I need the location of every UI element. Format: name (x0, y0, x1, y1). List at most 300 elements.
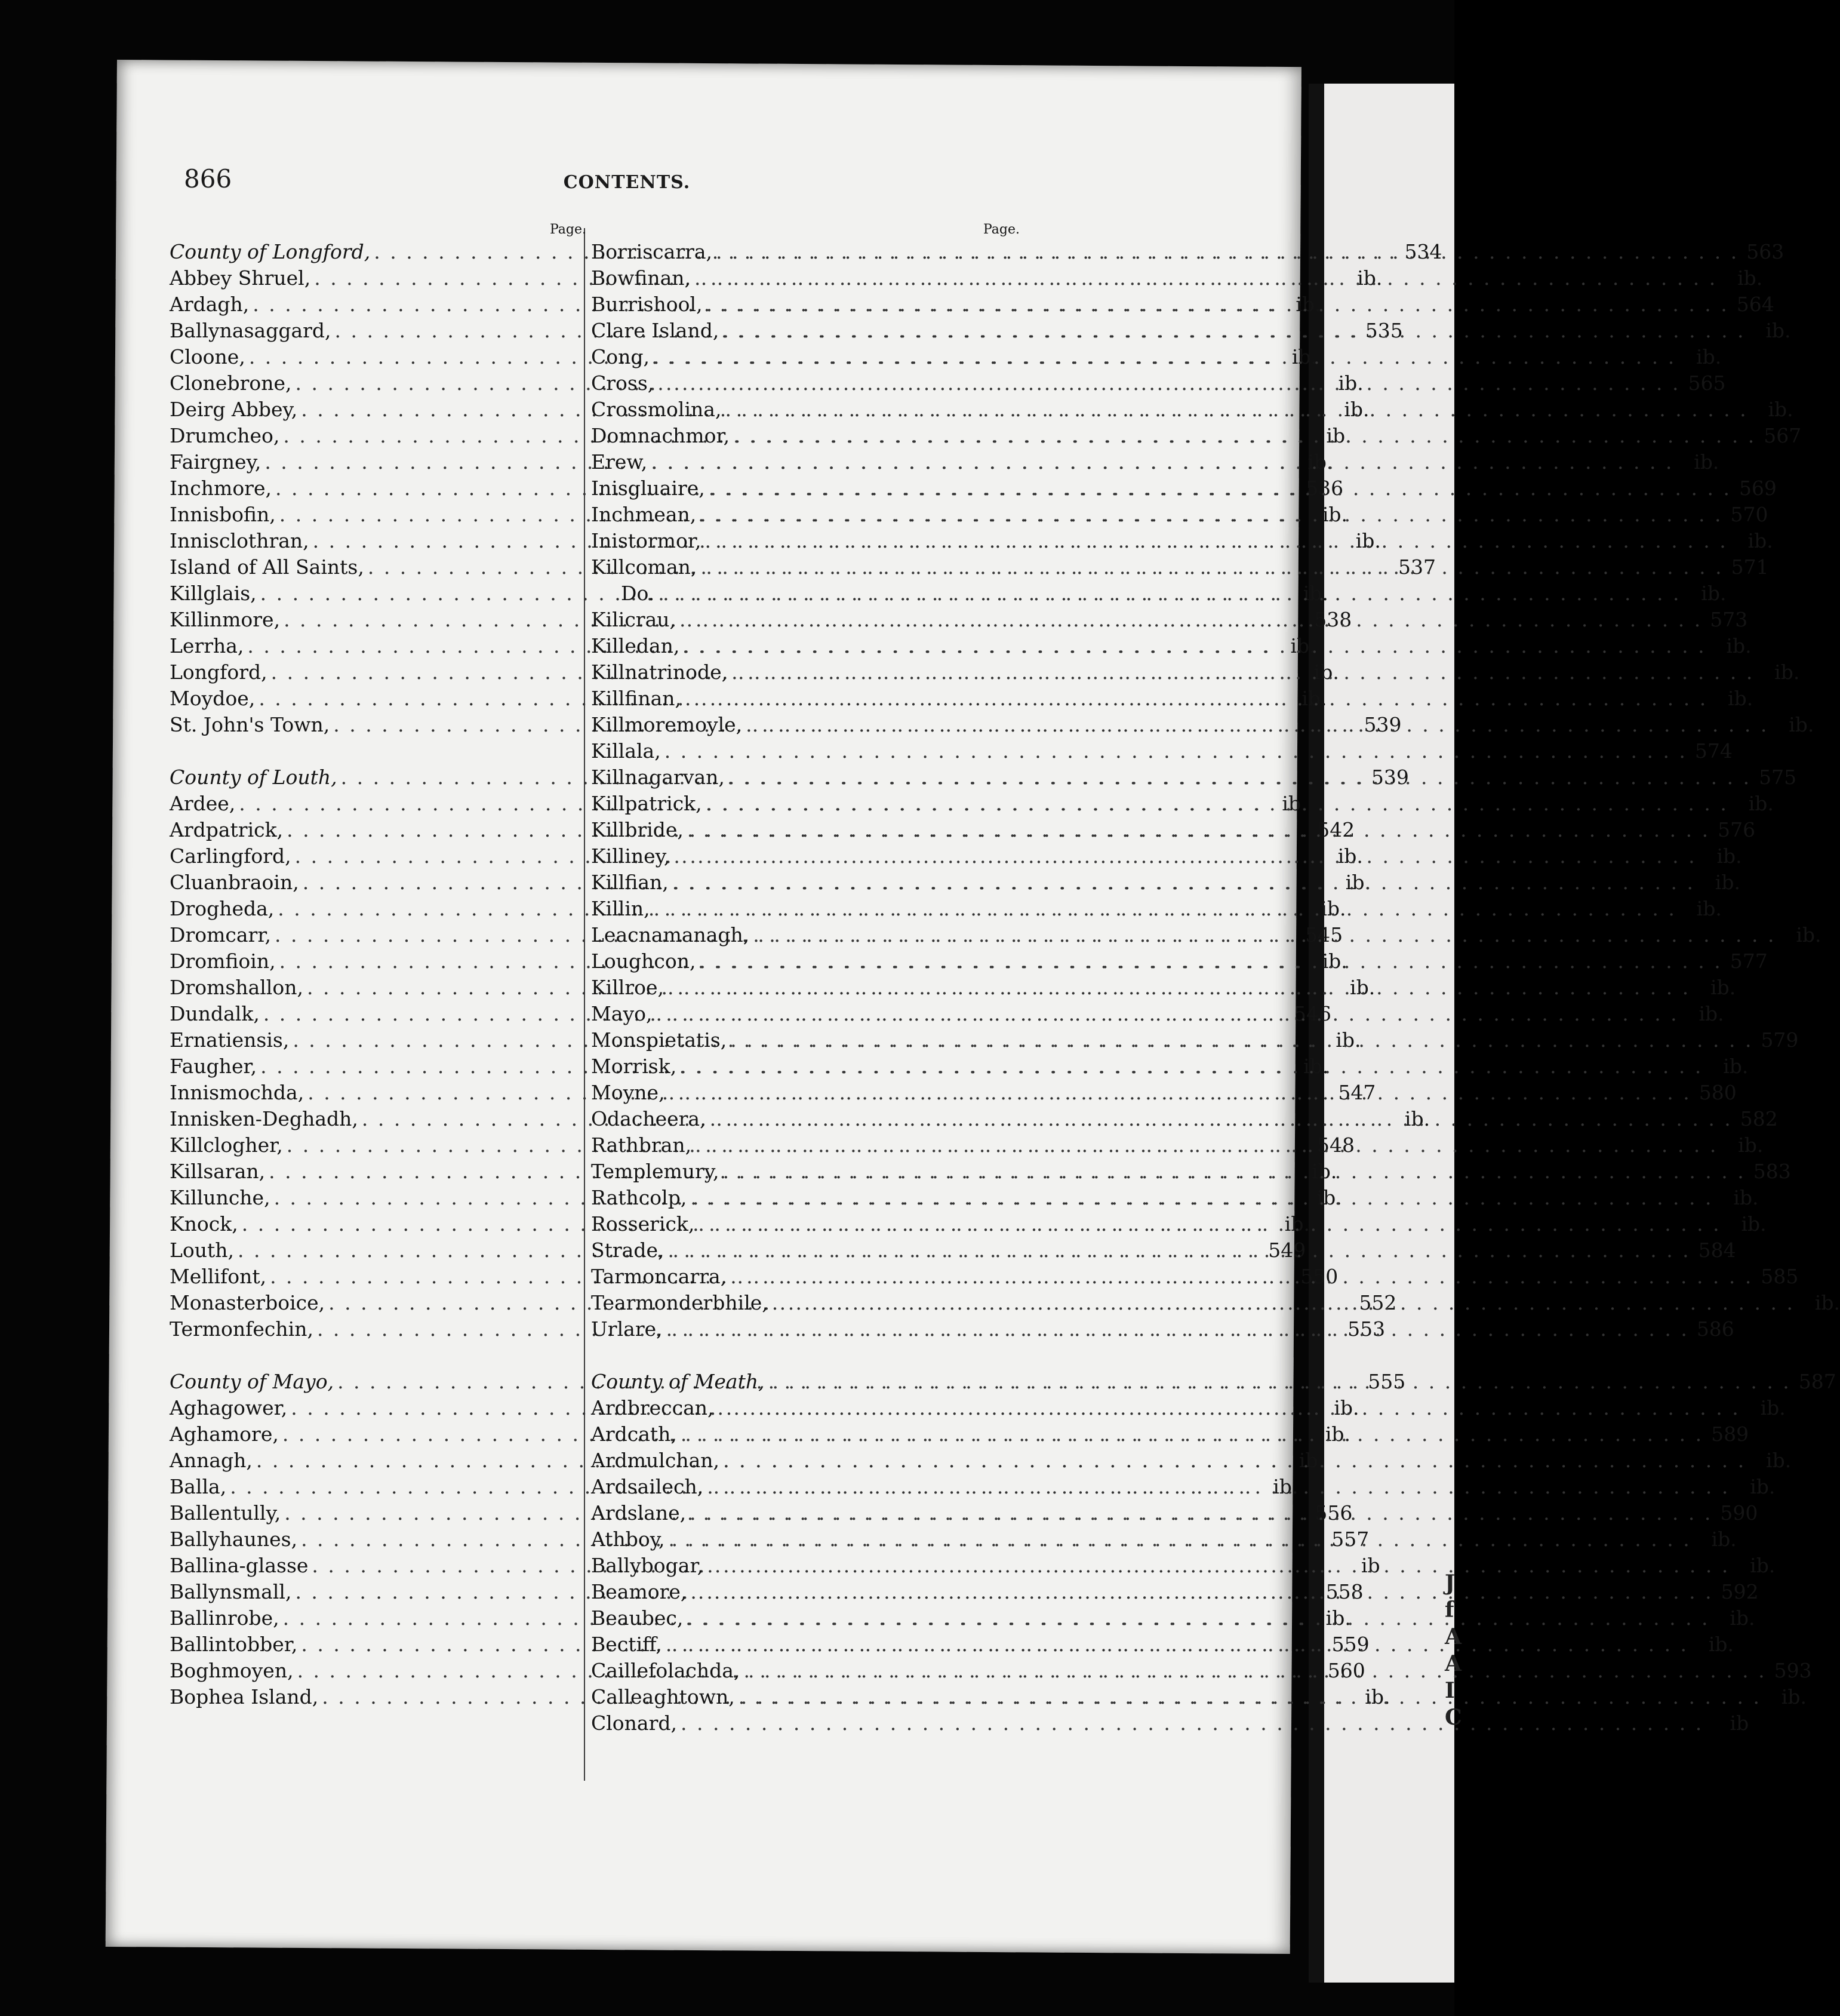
place-name: Clonebrone, (170, 371, 292, 395)
facing-page-text-fragment: I (1445, 1678, 1455, 1703)
place-name: Longford, (170, 660, 267, 684)
dot-leader (700, 948, 1722, 975)
place-name: Fairgney, (170, 450, 261, 474)
page-reference: ib. (1322, 949, 1347, 973)
page-reference: ib. (1715, 871, 1740, 894)
place-name: Killiney, (591, 844, 670, 868)
place-name: Cloone, (170, 345, 245, 368)
page-reference: 546 (1294, 1002, 1332, 1025)
page-reference: ib. (1299, 1449, 1325, 1472)
page-reference: 553 (1347, 1317, 1386, 1341)
place-name: Boghmoyen, (170, 1659, 294, 1682)
dot-leader (681, 1421, 1703, 1448)
dot-leader (728, 764, 1751, 791)
page-reference: ib. (1337, 844, 1363, 868)
page-reference: 569 (1739, 477, 1777, 500)
page-reference: ib. (1301, 687, 1327, 710)
contents-entry-row (591, 580, 1727, 607)
page-reference: 536 (1306, 477, 1344, 500)
dot-leader (681, 1710, 1703, 1737)
page-reference: ib. (1345, 871, 1371, 894)
dot-leader (753, 922, 1776, 948)
page-reference: 549 (1268, 1239, 1306, 1262)
place-name: Beaubec, (591, 1606, 684, 1630)
page-reference: ib. (1307, 450, 1333, 474)
contents-entry-row (591, 659, 1800, 686)
page-reference: ib. (1284, 1212, 1310, 1236)
place-name: Borriscarra, (591, 240, 713, 263)
dot-leader (698, 1211, 1721, 1237)
county-heading: County of Meath, (591, 1370, 765, 1393)
page-reference: ib. (1336, 1028, 1361, 1052)
place-name: Killnatrinode, (591, 660, 728, 684)
place-name: Killroe, (591, 976, 664, 999)
dot-leader (666, 1316, 1689, 1342)
dot-leader (723, 1158, 1746, 1185)
place-name: Inistormor, (591, 529, 701, 552)
dot-leader (722, 318, 1745, 344)
dot-leader (651, 449, 1673, 475)
page-reference: 538 (1314, 608, 1352, 631)
contents-entry-row (591, 1395, 1786, 1421)
page-reference: ib. (1750, 1554, 1776, 1577)
page-reference: ib. (1711, 1528, 1737, 1551)
dot-leader (673, 843, 1696, 869)
page-reference: ib. (1723, 1055, 1749, 1078)
contents-entry-row (591, 1605, 1755, 1631)
place-name: Rathbran, (591, 1133, 692, 1157)
place-name: Killinmore, (170, 608, 281, 631)
page-reference: ib. (1748, 792, 1774, 815)
page-reference: 539 (1364, 713, 1402, 736)
page-reference: 590 (1720, 1501, 1758, 1525)
page-reference: ib. (1716, 844, 1742, 868)
place-name: Ballintobber, (170, 1633, 298, 1656)
facing-page-text-fragment: J (1445, 1571, 1456, 1596)
place-name: Templemury, (591, 1160, 719, 1183)
place-name: Dromshallon, (170, 976, 303, 999)
page-reference: 584 (1698, 1239, 1736, 1262)
page-reference: ib. (1322, 503, 1347, 526)
place-name: Ernatiensis, (170, 1028, 290, 1052)
dot-leader (672, 869, 1695, 896)
place-name: Ardpatrick, (170, 818, 284, 841)
page-reference: 575 (1759, 766, 1797, 789)
page-reference: 558 (1325, 1580, 1364, 1603)
page-reference: ib. (1282, 792, 1307, 815)
page-reference: ib. (1781, 1685, 1807, 1708)
page-reference: 548 (1316, 1133, 1355, 1157)
page-reference: ib. (1733, 1186, 1759, 1209)
page-reference: 589 (1711, 1422, 1749, 1446)
place-name: Bowfinan, (591, 266, 691, 290)
place-name: Bophea Island, (170, 1685, 319, 1708)
place-name: Ballybogar, (591, 1554, 704, 1577)
dot-leader (680, 1053, 1703, 1080)
place-name: Killglais, (170, 582, 257, 605)
page-reference: ib. (1694, 450, 1719, 474)
page-reference: 580 (1699, 1081, 1737, 1104)
page-reference: ib. (1696, 897, 1722, 920)
contents-entry-row (591, 449, 1719, 475)
place-name: Burrishool, (591, 293, 703, 316)
place-name: Mellifont, (170, 1265, 267, 1288)
page-reference: ib. (1774, 660, 1800, 684)
page-reference: 557 (1331, 1528, 1370, 1551)
page-reference: ib. (1747, 529, 1773, 552)
place-name: Killfinan, (591, 687, 681, 710)
place-name: Morrisk, (591, 1055, 677, 1078)
contents-entry-row (591, 1474, 1776, 1500)
place-name: Do. (621, 582, 655, 605)
page-reference: ib. (1334, 1396, 1359, 1419)
page-reference: ib. (1768, 398, 1793, 421)
place-name: Faugher, (170, 1055, 257, 1078)
page-reference: 579 (1761, 1028, 1799, 1052)
contents-entry-row (591, 528, 1773, 554)
dot-leader (690, 1185, 1713, 1211)
dot-leader (700, 554, 1723, 580)
place-name: Inchmore, (170, 477, 272, 500)
dot-leader (656, 1001, 1678, 1027)
page-reference: ib. (1338, 371, 1364, 395)
page-reference: 574 (1694, 739, 1733, 763)
page-reference: 585 (1761, 1265, 1799, 1288)
place-name: Ardmulchan, (591, 1449, 719, 1472)
place-name: Ardagh, (170, 293, 250, 316)
place-name: Erew, (591, 450, 648, 474)
page-reference: 534 (1404, 240, 1442, 263)
place-name: Bectiff, (591, 1633, 662, 1656)
place-name: Balla, (170, 1475, 227, 1498)
page-reference: ib. (1696, 345, 1722, 368)
place-name: Strade, (591, 1239, 664, 1262)
page-reference: ib. (1326, 424, 1352, 447)
place-name: Ardcath, (591, 1422, 677, 1446)
section-gap (170, 738, 587, 764)
place-name: Cluanbraoin, (170, 871, 299, 894)
place-name: Urlare, (591, 1317, 663, 1341)
dot-leader (667, 975, 1690, 1001)
page-reference: ib. (1796, 923, 1821, 946)
dot-leader (709, 475, 1731, 502)
page-reference: ib. (1290, 634, 1316, 657)
place-name: Killbride, (591, 818, 684, 841)
contents-entry-row (591, 843, 1742, 869)
dot-leader (687, 1605, 1709, 1631)
place-name: Moyne, (591, 1081, 665, 1104)
page-reference: ib. (1350, 976, 1376, 999)
page-reference: ib. (1737, 266, 1763, 290)
dot-leader (683, 633, 1706, 659)
place-name: Rathcolp, (591, 1186, 687, 1209)
dot-leader (730, 1027, 1753, 1053)
place-name: Calleaghtown, (591, 1685, 735, 1708)
county-heading: County of Mayo, (170, 1370, 334, 1393)
place-name: Ardbreccan, (591, 1396, 714, 1419)
dot-leader (707, 1553, 1730, 1579)
page-reference: ib. (1344, 398, 1370, 421)
contents-entry-row (591, 975, 1736, 1001)
place-name: Mayo, (591, 1002, 653, 1025)
dot-leader (664, 738, 1687, 764)
contents-entry-row (591, 1448, 1792, 1474)
page-reference: 550 (1300, 1265, 1339, 1288)
page-reference: 542 (1317, 818, 1355, 841)
place-name: Monasterboice, (170, 1291, 325, 1314)
place-name: Domnachmor, (591, 424, 730, 447)
page-reference: ib (1361, 1554, 1380, 1577)
page-reference: ib. (1313, 660, 1339, 684)
place-name: Kilicrau, (591, 608, 676, 631)
place-name: Innisbofin, (170, 503, 276, 526)
contents-entry-row (591, 1185, 1759, 1211)
page-reference: 593 (1774, 1659, 1812, 1682)
place-name: Caillefolachda, (591, 1659, 740, 1682)
place-name: Knock, (170, 1212, 238, 1236)
dot-leader (654, 896, 1676, 922)
dot-leader (695, 1132, 1718, 1158)
page-reference: 576 (1718, 818, 1756, 841)
dot-leader (730, 1264, 1753, 1290)
place-name: Killfian, (591, 871, 669, 894)
place-name: Killedan, (591, 634, 680, 657)
place-name: Dundalk, (170, 1002, 260, 1025)
page-reference: 565 (1688, 371, 1726, 395)
page-reference: 587 (1798, 1370, 1836, 1393)
page-reference: ib. (1325, 1606, 1351, 1630)
place-name: Innismochda, (170, 1081, 304, 1104)
place-name: Aghagower, (170, 1396, 288, 1419)
dot-leader (706, 291, 1729, 318)
place-name: Rosserick, (591, 1212, 695, 1236)
place-name: Clare Island, (591, 319, 719, 342)
county-heading: County of Longford, (170, 240, 371, 263)
place-name: Moydoe, (170, 687, 256, 710)
page-column-label: Page. (983, 222, 1020, 237)
place-name: Beamore, (591, 1580, 687, 1603)
place-name: Odacheera, (591, 1107, 706, 1130)
dot-leader (723, 1448, 1746, 1474)
page-reference: 577 (1730, 949, 1768, 973)
page-reference: ib. (1291, 345, 1318, 368)
page-reference: 545 (1305, 923, 1343, 946)
dot-leader (653, 344, 1676, 370)
place-name: Athboy, (591, 1528, 665, 1551)
place-name: Ballynsmall, (170, 1580, 292, 1603)
facing-page-text-fragment: A (1445, 1624, 1461, 1649)
dot-leader (667, 1237, 1690, 1264)
page-reference: 567 (1764, 424, 1802, 447)
page-reference: 555 (1368, 1370, 1406, 1393)
page-reference: 563 (1746, 240, 1784, 263)
page-reference: 592 (1721, 1580, 1759, 1603)
place-name: Dromcarr, (170, 923, 271, 946)
place-name: Inchmean, (591, 503, 697, 526)
dot-leader (669, 1526, 1691, 1553)
page-reference: 586 (1696, 1317, 1734, 1341)
page-reference: ib. (1741, 1212, 1767, 1236)
place-name: Ardee, (170, 792, 236, 815)
place-name: Killin, (591, 897, 650, 920)
page-reference: 571 (1731, 555, 1769, 579)
contents-entry-row (591, 869, 1740, 896)
contents-entry-row (591, 738, 1733, 764)
page-reference: 535 (1365, 319, 1403, 342)
place-name: Drogheda, (170, 897, 275, 920)
facing-page-text-fragment: f (1445, 1597, 1454, 1622)
place-name: Cross, (591, 371, 654, 395)
page-reference: ib. (1303, 582, 1328, 605)
contents-entry-row (591, 397, 1793, 423)
county-heading: County of Louth, (170, 766, 337, 789)
place-name: Abbey Shruel, (170, 266, 311, 290)
dot-leader (690, 1500, 1712, 1526)
place-name: Killunche, (170, 1186, 270, 1209)
place-name: Clonard, (591, 1711, 677, 1735)
place-name: Ballina-glasse (170, 1554, 309, 1577)
dot-leader (700, 502, 1722, 528)
page-reference: 570 (1730, 503, 1768, 526)
place-name: Carlingford, (170, 844, 291, 868)
dot-leader (746, 712, 1768, 738)
page-reference: ib. (1765, 319, 1791, 342)
place-name: Lerrha, (170, 634, 244, 657)
contents-entry-row (591, 686, 1753, 712)
page-reference: 573 (1710, 608, 1748, 631)
dot-leader (706, 791, 1728, 817)
place-name: Aghamore, (170, 1422, 279, 1446)
page-reference: ib. (1760, 1396, 1786, 1419)
place-name: Leacnamanagh, (591, 923, 750, 946)
contents-entry-row (591, 1684, 1807, 1710)
dot-leader (658, 580, 1681, 607)
dot-leader (710, 1106, 1733, 1132)
dot-leader (716, 239, 1739, 265)
page-reference: ib. (1312, 1160, 1337, 1183)
facing-page-text-fragment: A (1445, 1651, 1461, 1676)
running-head: CONTENTS. (563, 172, 691, 193)
dot-leader (718, 1395, 1740, 1421)
contents-entry-row (591, 1053, 1749, 1080)
place-name: Monspietatis, (591, 1028, 727, 1052)
dot-leader (772, 1290, 1795, 1316)
page-reference: ib. (1728, 687, 1753, 710)
dot-leader (694, 265, 1717, 291)
place-name: Annagh, (170, 1449, 253, 1472)
place-name: Loughcon, (591, 949, 696, 973)
place-name: Killcoman, (591, 555, 697, 579)
place-name: Killsaran, (170, 1160, 266, 1183)
dot-leader (743, 1658, 1766, 1684)
place-name: Drumcheo, (170, 424, 280, 447)
contents-entry-row (591, 1211, 1767, 1237)
dot-leader (725, 397, 1747, 423)
contents-entry-row (591, 1710, 1749, 1737)
place-name: Island of All Saints, (170, 555, 364, 579)
dot-leader (679, 607, 1702, 633)
contents-entry-row (591, 633, 1752, 659)
place-name: Ardsailech, (591, 1475, 704, 1498)
facing-page-text-fragment: C (1445, 1705, 1462, 1730)
page-reference: 537 (1398, 555, 1436, 579)
place-name: Inisgluaire, (591, 477, 705, 500)
place-name: Deirg Abbey, (170, 398, 298, 421)
section-gap (591, 1342, 1021, 1369)
dot-leader (687, 817, 1710, 843)
page-number: 866 (184, 164, 232, 193)
page-reference: ib. (1296, 293, 1321, 316)
place-name: Innisclothran, (170, 529, 309, 552)
dot-leader (739, 1684, 1761, 1710)
page-reference: ib. (1404, 1107, 1430, 1130)
dot-leader (733, 423, 1756, 449)
place-name: Dromfioin, (170, 949, 276, 973)
place-name: Killala, (591, 739, 661, 763)
page-reference: ib. (1357, 266, 1383, 290)
page-reference: 552 (1359, 1291, 1397, 1314)
page-reference: 560 (1327, 1659, 1365, 1682)
page-reference: ib. (1303, 1055, 1329, 1078)
dot-leader (669, 1080, 1691, 1106)
page-column-label: Page. (549, 222, 586, 237)
page-reference: ib. (1273, 1475, 1299, 1498)
contents-entry-row (591, 896, 1722, 922)
page-reference: ib. (1708, 1633, 1734, 1656)
page-reference: ib. (1738, 1133, 1764, 1157)
page-reference: ib. (1355, 529, 1381, 552)
dot-leader (685, 686, 1707, 712)
page-reference: ib. (1766, 1449, 1792, 1472)
place-name: Killnagarvan, (591, 766, 725, 789)
place-name: Tearmonderbhile, (591, 1291, 768, 1314)
page-reference: ib. (1699, 1002, 1724, 1025)
place-name: Crossmolina, (591, 398, 722, 421)
dot-leader (704, 528, 1727, 554)
place-name: Ballentully, (170, 1501, 281, 1525)
contents-entry-row (591, 265, 1763, 291)
page-reference: ib. (1814, 1291, 1840, 1314)
dot-leader (707, 1474, 1730, 1500)
page-reference: ib. (1365, 1685, 1390, 1708)
page-reference: 583 (1753, 1160, 1791, 1183)
place-name: Ballynasaggard, (170, 319, 331, 342)
page-reference: 556 (1315, 1501, 1353, 1525)
dot-leader (690, 1579, 1713, 1605)
page-reference: ib. (1710, 976, 1736, 999)
page-reference: ib. (1726, 634, 1752, 657)
place-name: Termonfechin, (170, 1317, 313, 1341)
contents-entry-row (591, 1553, 1776, 1579)
place-name: Tarmoncarra, (591, 1265, 727, 1288)
page-reference: ib. (1730, 1606, 1755, 1630)
page-reference: ib. (1750, 1475, 1776, 1498)
page-reference: 539 (1371, 766, 1409, 789)
dot-leader (666, 1631, 1688, 1658)
place-name: Cong, (591, 345, 650, 368)
page-reference: ib. (1325, 1422, 1351, 1446)
place-name: Killmoremoyle, (591, 713, 743, 736)
contents-entry-row (591, 344, 1722, 370)
page-reference: 564 (1736, 293, 1774, 316)
page-reference: ib. (1316, 1186, 1342, 1209)
contents-entry-row (591, 791, 1774, 817)
page-reference: ib. (1321, 897, 1346, 920)
place-name: Ballinrobe, (170, 1606, 279, 1630)
dot-leader (657, 370, 1680, 397)
place-name: Louth, (170, 1239, 235, 1262)
dot-leader (768, 1369, 1791, 1395)
